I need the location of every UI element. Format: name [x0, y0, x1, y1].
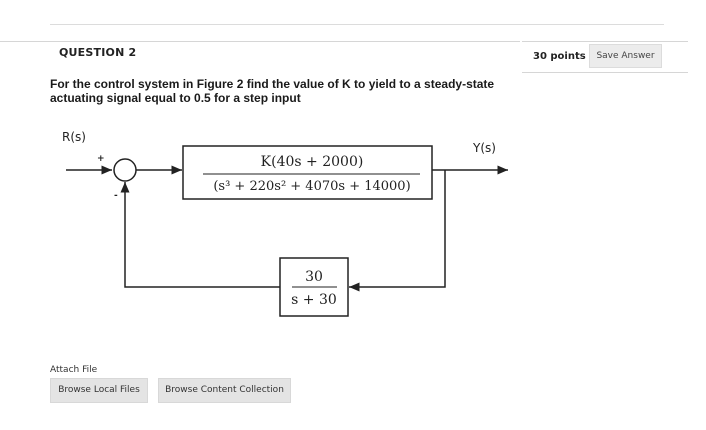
output-label: Y(s): [473, 141, 496, 155]
minus-sign: -: [114, 191, 118, 201]
browse-local-files-button[interactable]: Browse Local Files: [50, 378, 148, 403]
attach-file-label: Attach File: [50, 365, 98, 375]
browse-content-collection-button[interactable]: Browse Content Collection: [158, 378, 291, 403]
forward-numerator: K(40s + 2000): [260, 154, 364, 170]
question-text: For the control system in Figure 2 find the value of K to yield to a steady-state actuating signal equal to 0.5 for a step input: [50, 77, 495, 105]
question-points: 30 points: [533, 51, 586, 62]
input-label: R(s): [62, 130, 86, 144]
feedback-numerator: 30: [305, 269, 323, 285]
forward-denominator: (s³ + 220s² + 4070s + 14000): [213, 179, 411, 194]
feedback-denominator: s + 30: [291, 292, 337, 308]
save-answer-button[interactable]: Save Answer: [589, 44, 662, 68]
summing-junction: [114, 159, 136, 181]
question-title: QUESTION 2: [59, 46, 137, 59]
plus-sign: +: [97, 154, 105, 164]
